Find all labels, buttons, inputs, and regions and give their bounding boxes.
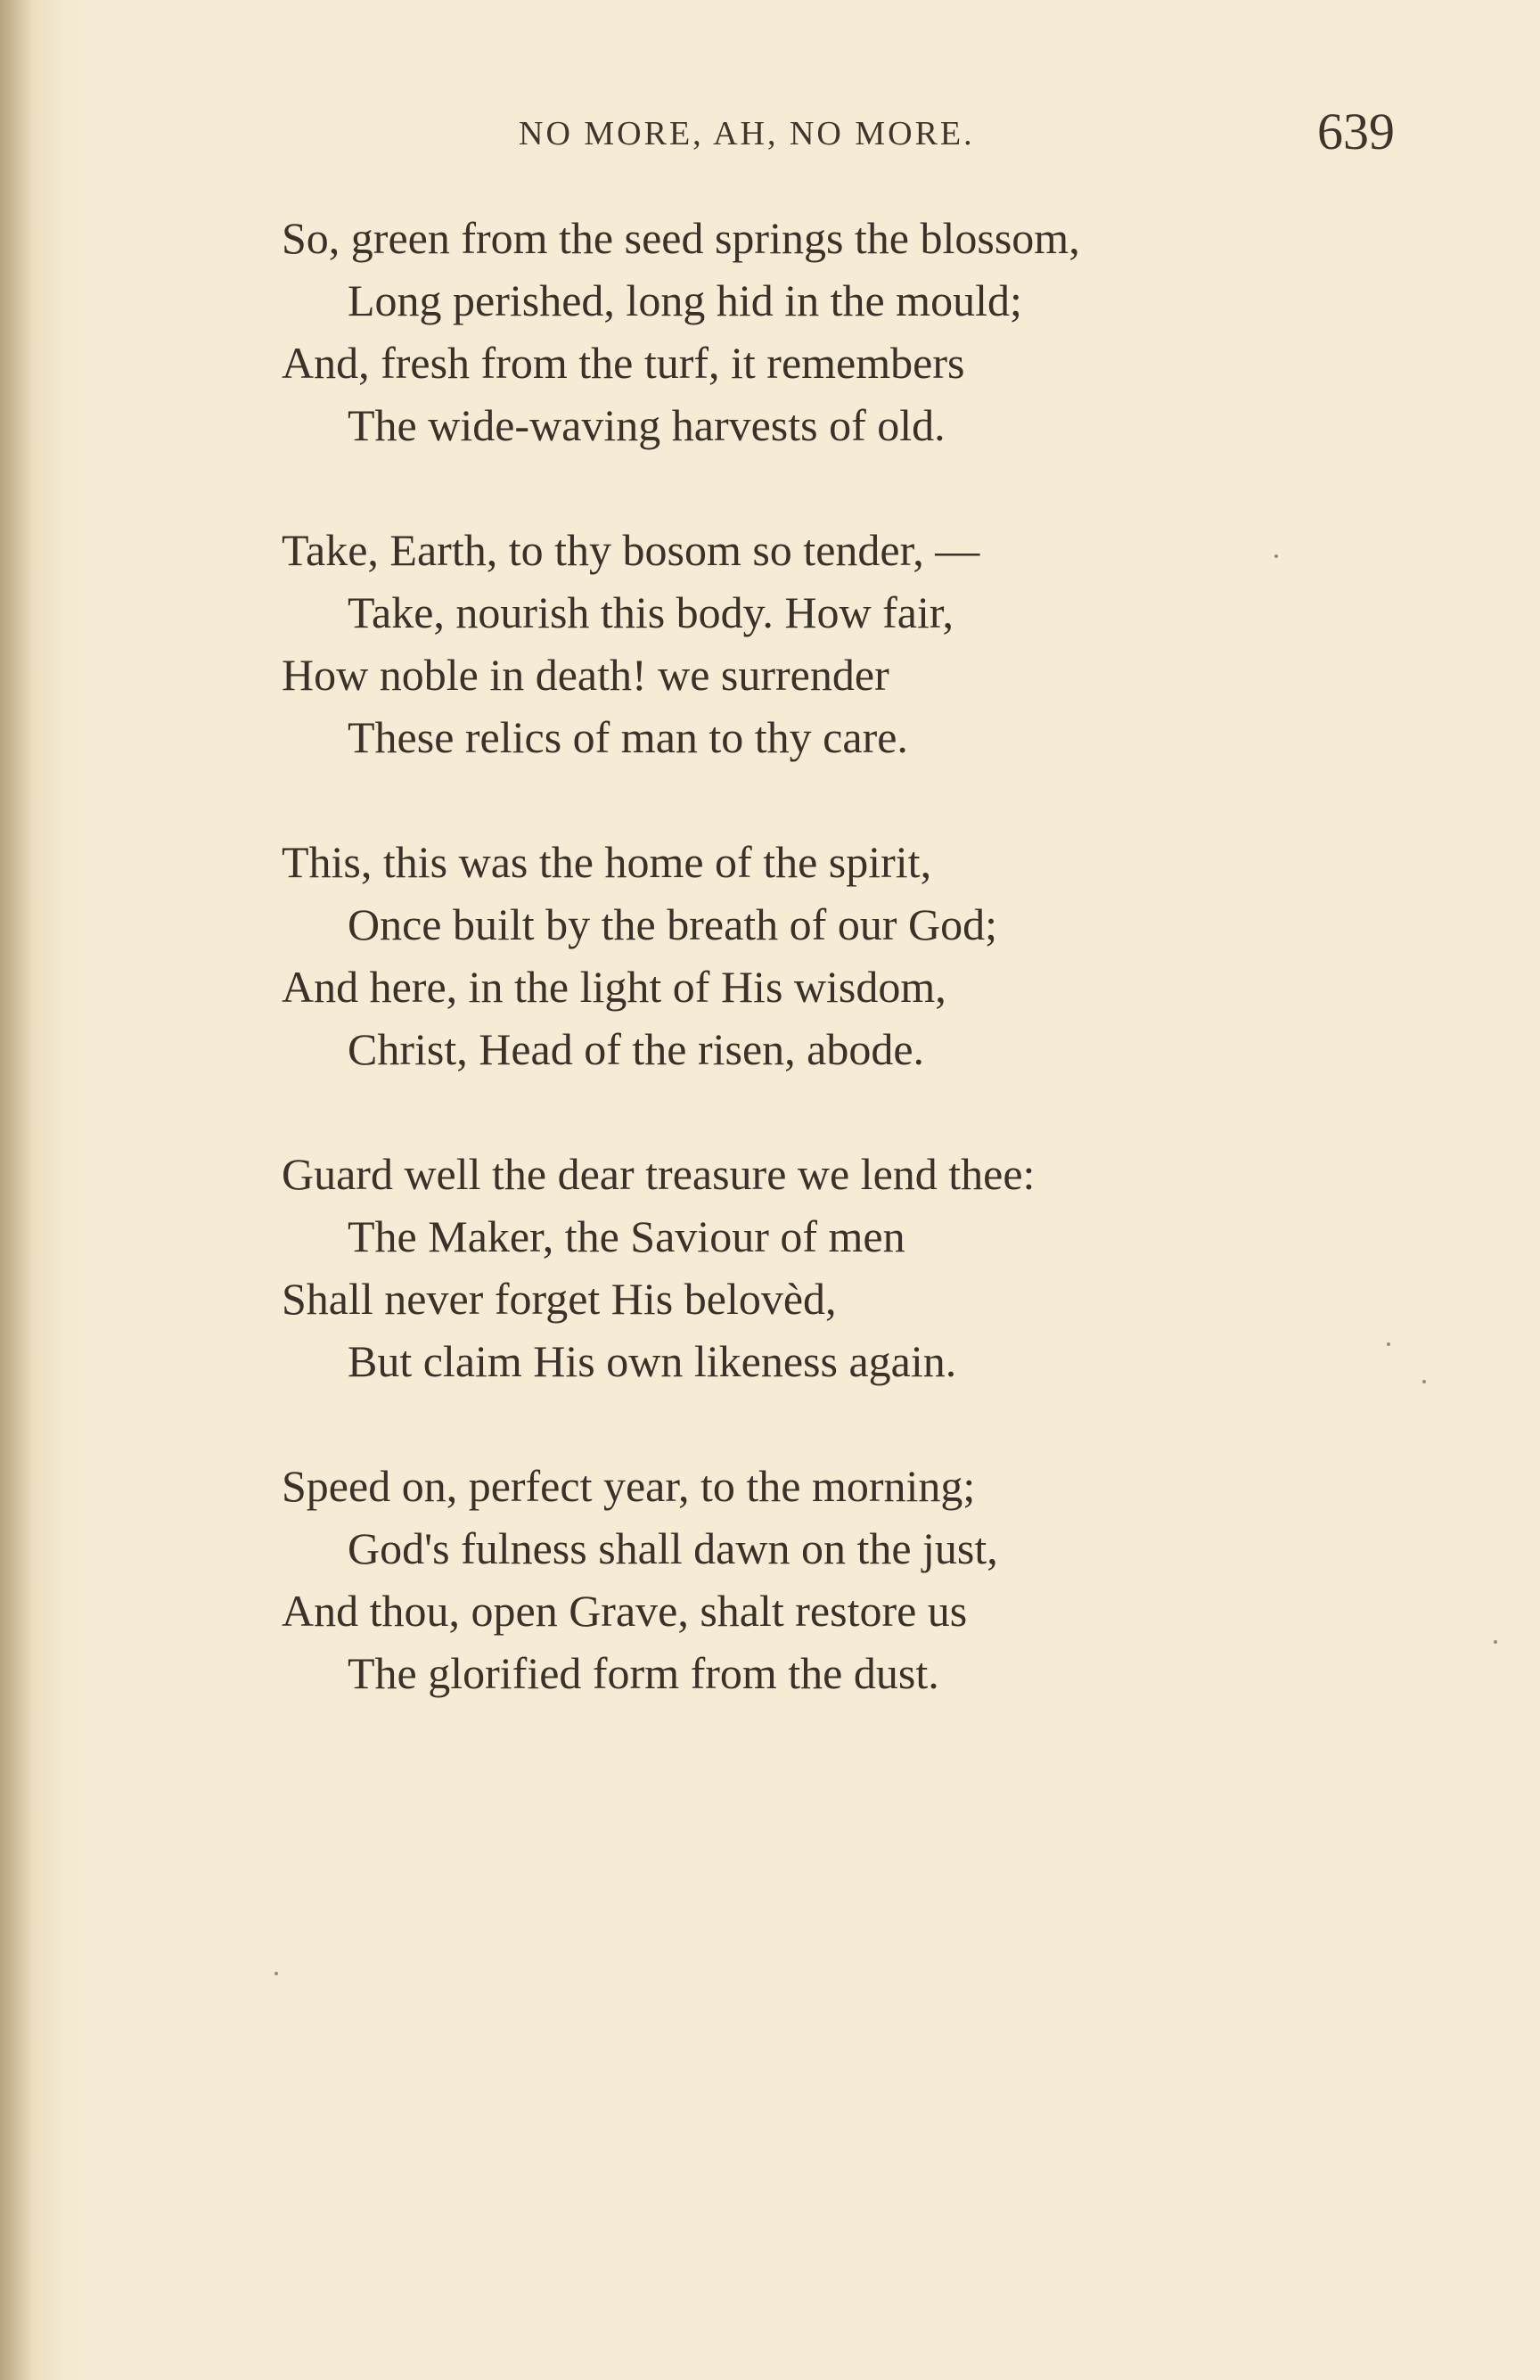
poem-line: Take, nourish this body. How fair, xyxy=(348,587,954,637)
paper-speck xyxy=(1274,554,1278,558)
stanza-1 xyxy=(282,207,1440,456)
poem-line: So, green from the seed springs the blossom, xyxy=(282,213,1080,263)
poem-line: And thou, open Grave, shalt restore us xyxy=(282,1586,968,1636)
paper-speck xyxy=(1422,1380,1426,1383)
poem-line: Guard well the dear treasure we lend thee: xyxy=(282,1149,1036,1199)
stanza-3 xyxy=(282,831,1440,1080)
poem-line: The Maker, the Saviour of men xyxy=(348,1211,905,1261)
spine-shadow xyxy=(0,0,34,2380)
poem-line: But claim His own likeness again. xyxy=(348,1336,957,1386)
poem-line: And, fresh from the turf, it remembers xyxy=(282,338,965,388)
poem-line: Long perished, long hid in the mould; xyxy=(348,275,1022,325)
poem-line: Take, Earth, to thy bosom so tender, — xyxy=(282,525,980,575)
poem-line: And here, in the light of His wisdom, xyxy=(282,962,946,1012)
poem-line: How noble in death! we surrender xyxy=(282,650,889,700)
paper-speck xyxy=(1387,1342,1390,1346)
poem-line: Shall never forget His belovèd, xyxy=(282,1274,837,1324)
poem-line: The glorified form from the dust. xyxy=(348,1648,939,1698)
poem-body xyxy=(282,207,1440,1767)
stanza-4 xyxy=(282,1143,1440,1392)
paper-speck xyxy=(1494,1640,1497,1644)
poem-line: These relics of man to thy care. xyxy=(348,712,908,762)
paper-speck xyxy=(274,1972,278,1975)
page-number: 639 xyxy=(1317,103,1395,160)
poem-line: The wide-waving harvests of old. xyxy=(348,400,946,450)
poem-line: Once built by the breath of our God; xyxy=(348,899,997,949)
stanza-2 xyxy=(282,519,1440,768)
poem-line: Christ, Head of the risen, abode. xyxy=(348,1024,925,1074)
poem-line: God's fulness shall dawn on the just, xyxy=(348,1523,998,1573)
running-title: NO MORE, AH, NO MORE. xyxy=(519,115,975,152)
stanza-5 xyxy=(282,1455,1440,1704)
poem-line: This, this was the home of the spirit, xyxy=(282,837,932,887)
poem-line: Speed on, perfect year, to the morning; xyxy=(282,1461,976,1511)
